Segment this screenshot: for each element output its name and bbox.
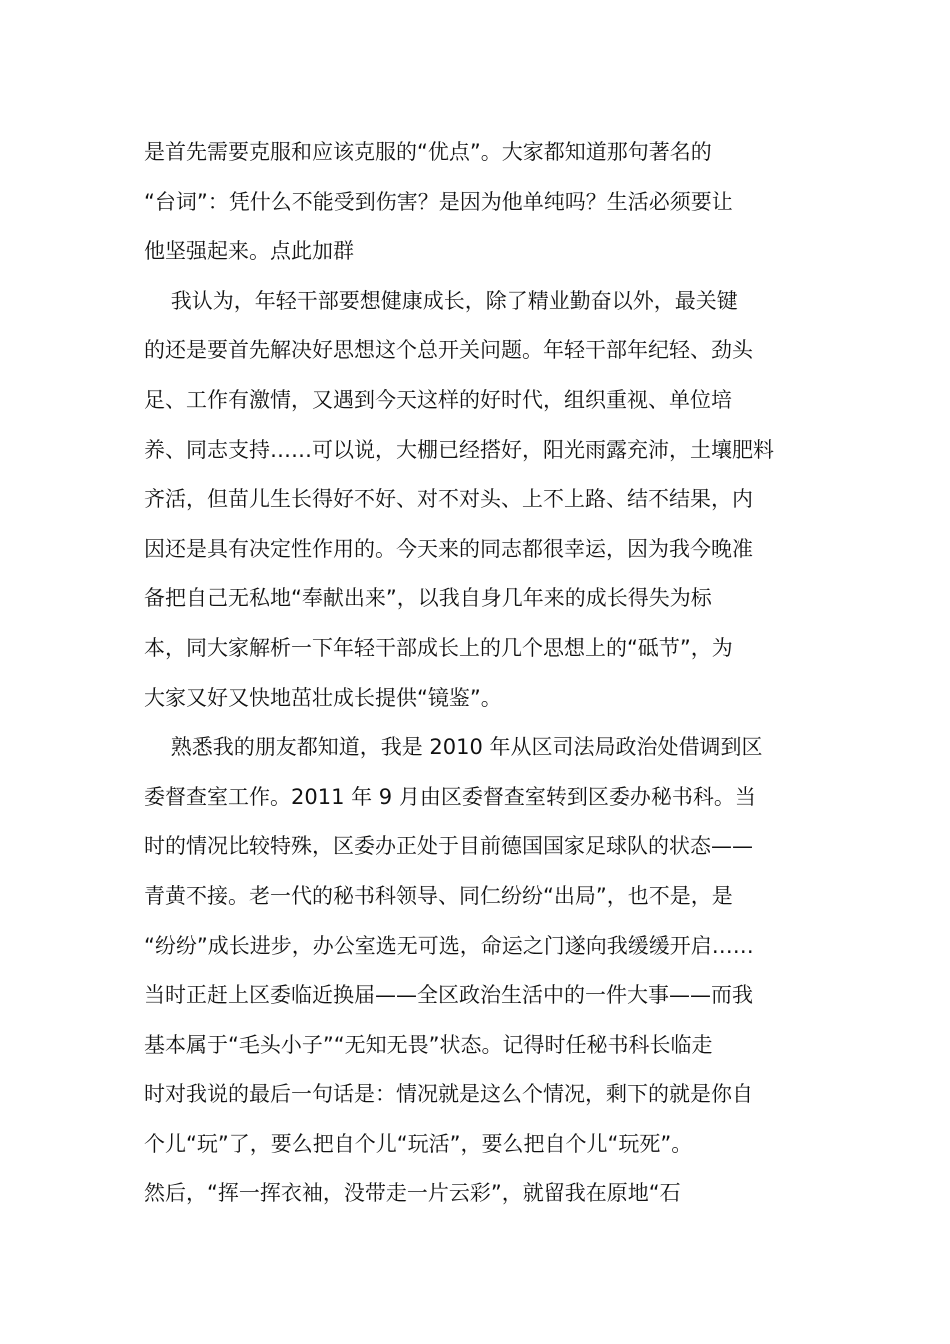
text-line: 足、工作有激情，又遇到今天这样的好时代，组织重视、单位培 [144,387,732,412]
text-line: 是首先需要克服和应该克服的“优点”。大家都知道那句著名的 [144,140,712,164]
text-line: 的还是要首先解决好思想这个总开关问题。年轻干部年纪轻、劲头 [144,338,753,363]
text-line: 本，同大家解析一下年轻干部成长上的几个思想上的“砥节”，为 [144,635,733,660]
text-line: 备把自己无私地“奉献出来”，以我自身几年来的成长得失为标 [144,586,712,611]
text-line: “纷纷”成长进步，办公室选无可选，命运之门遂向我缓缓开启…… [144,933,754,958]
text-line: 个儿“玩”了，要么把自个儿“玩活”，要么把自个儿“玩死”。 [144,1131,693,1156]
text-line: “台词”：凭什么不能受到伤害？是因为他单纯吗？生活必须要让 [144,189,733,214]
text-line: 时的情况比较特殊，区委办正处于目前德国国家足球队的状态—— [144,834,753,859]
text-line: 因还是具有决定性作用的。今天来的同志都很幸运，因为我今晚准 [144,536,753,561]
text-line: 青黄不接。老一代的秘书科领导、同仁纷纷“出局”，也不是，是 [144,883,733,908]
text-line: 基本属于“毛头小子”“无知无畏”状态。记得时任秘书科长临走 [144,1032,713,1057]
text-line: 他坚强起来。点此加群 [144,239,354,264]
text-line: 时对我说的最后一句话是：情况就是这么个情况，剩下的就是你自 [144,1082,753,1107]
text-line: 委督查室工作。2011 年 9 月由区委督查室转到区委办秘书科。当 [144,784,756,809]
text-line: 养、同志支持……可以说，大棚已经搭好，阳光雨露充沛，土壤肥料 [144,437,774,462]
text-line: 齐活，但苗儿生长得好不好、对不对头、上不上路、结不结果，内 [144,487,753,512]
text-line: 我认为，年轻干部要想健康成长，除了精业勤奋以外，最关键 [144,288,738,313]
text-line: 当时正赶上区委临近换届——全区政治生活中的一件大事——而我 [144,983,753,1008]
body-text [144,128,824,1219]
text-line: 熟悉我的朋友都知道，我是 2010 年从区司法局政治处借调到区 [144,735,763,760]
text-line: 然后，“挥一挥衣袖，没带走一片云彩”，就留我在原地“石 [144,1181,681,1206]
text-line: 大家又好又快地茁壮成长提供“镜鉴”。 [144,685,502,710]
